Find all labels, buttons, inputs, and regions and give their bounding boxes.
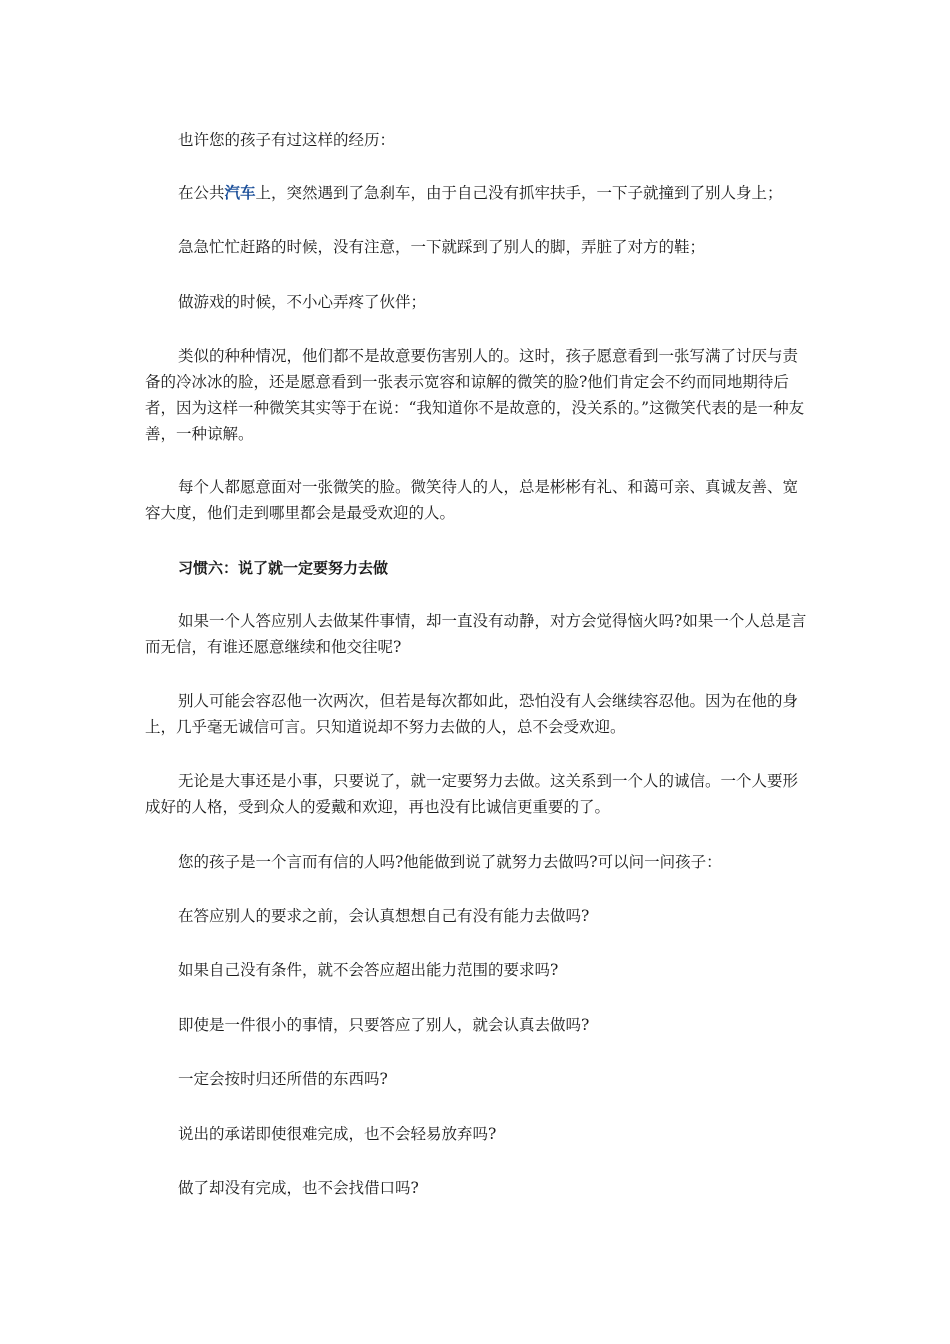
- bus-link[interactable]: 汽车: [224, 183, 256, 202]
- paragraph-tolerate: [145, 688, 810, 740]
- question-ability: [145, 903, 810, 929]
- question-excuses: [145, 1175, 810, 1201]
- paragraph-intro: [145, 127, 810, 153]
- paragraph-smile-face: [145, 343, 810, 447]
- question-return-items-text: 一定会按时归还所借的东西吗?: [178, 1070, 388, 1088]
- paragraph-bus-text-after: 上，突然遇到了急刹车，由于自己没有抓牢扶手，一下子就撞到了别人身上；: [255, 184, 783, 202]
- paragraph-bus: [145, 180, 810, 206]
- paragraph-ask-child-text: 您的孩子是一个言而有信的人吗?他能做到说了就努力去做吗?可以问一问孩子：: [178, 853, 722, 871]
- section-heading: [145, 555, 810, 581]
- question-ability-text: 在答应别人的要求之前，会认真想想自己有没有能力去做吗?: [178, 907, 590, 925]
- question-return-items: [145, 1066, 810, 1092]
- question-commitment: [145, 1121, 810, 1147]
- question-commitment-text: 说出的承诺即使很难完成，也不会轻易放弃吗?: [178, 1125, 497, 1143]
- section-heading-text: 习惯六：说了就一定要努力去做: [178, 559, 389, 577]
- paragraph-ask-child: [145, 849, 810, 875]
- question-small-things-text: 即使是一件很小的事情，只要答应了别人，就会认真去做吗?: [178, 1016, 590, 1034]
- paragraph-smile-welcome: [145, 474, 810, 526]
- paragraph-rushing-text: 急急忙忙赶路的时候，没有注意，一下就踩到了别人的脚，弄脏了对方的鞋；: [178, 238, 706, 256]
- paragraph-integrity: [145, 768, 810, 820]
- paragraph-game: [145, 289, 810, 315]
- paragraph-rushing: [145, 234, 810, 260]
- paragraph-smile-welcome-text: 每个人都愿意面对一张微笑的脸。微笑待人的人，总是彬彬有礼、和蔼可亲、真诚友善、宽容大度，他们走到哪里都会是最受欢迎的人。: [145, 478, 799, 522]
- paragraph-game-text: 做游戏的时候，不小心弄疼了伙伴；: [178, 293, 427, 311]
- paragraph-intro-text: 也许您的孩子有过这样的经历：: [178, 131, 396, 149]
- paragraph-promise-text: 如果一个人答应别人去做某件事情，却一直没有动静，对方会觉得恼火吗?如果一个人总是言而无信，有谁还愿意继续和他交往呢?: [145, 612, 807, 656]
- paragraph-tolerate-text: 别人可能会容忍他一次两次，但若是每次都如此，恐怕没有人会继续容忍他。因为在他的身上，几乎毫无诚信可言。只知道说却不努力去做的人，总不会受欢迎。: [145, 692, 799, 736]
- paragraph-bus-text-before: 在公共: [178, 184, 225, 202]
- question-conditions: [145, 957, 810, 983]
- paragraph-smile-face-text: 类似的种种情况，他们都不是故意要伤害别人的。这时，孩子愿意看到一张写满了讨厌与责备的冷冰冰的脸，还是愿意看到一张表示宽容和谅解的微笑的脸?他们肯定会不约而同地期待后者，因为这样一种微笑其实等于在说：“我知道你不是故意的，没关系的。”这微笑代表的是一种友善，一种谅解。: [145, 347, 805, 443]
- paragraph-integrity-text: 无论是大事还是小事，只要说了，就一定要努力去做。这关系到一个人的诚信。一个人要形成好的人格，受到众人的爱戴和欢迎，再也没有比诚信更重要的了。: [145, 772, 799, 816]
- question-excuses-text: 做了却没有完成，也不会找借口吗?: [178, 1179, 419, 1197]
- question-small-things: [145, 1012, 810, 1038]
- question-conditions-text: 如果自己没有条件，就不会答应超出能力范围的要求吗?: [178, 961, 559, 979]
- paragraph-promise: [145, 608, 810, 660]
